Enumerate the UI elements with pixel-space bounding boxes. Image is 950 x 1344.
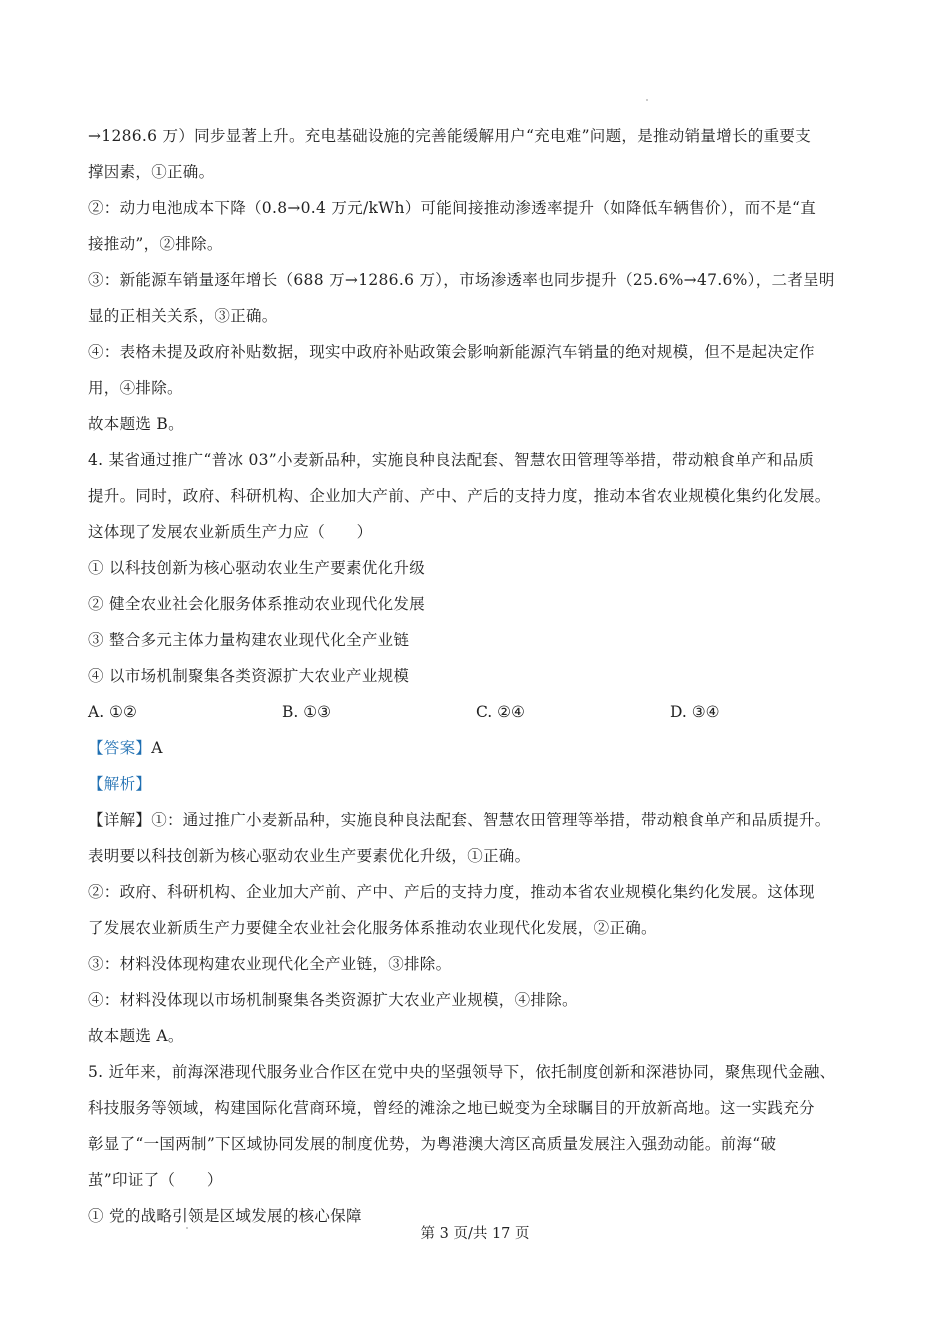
detail-line bbox=[88, 802, 868, 838]
text-line: ②：动力电池成本下降（0.8→0.4 万元/kWh）可能间接推动渗透率提升（如降低车辆售价），而不是“直 bbox=[88, 199, 817, 217]
statement-3: ③ 整合多元主体力量构建农业现代化全产业链 bbox=[88, 631, 410, 649]
text-line: 接推动”，②排除。 bbox=[88, 235, 223, 253]
question-stem-line: 这体现了发展农业新质生产力应（ ） bbox=[88, 523, 373, 541]
page-content bbox=[88, 118, 868, 1234]
conclusion-line: 故本题选 B。 bbox=[88, 415, 184, 433]
answer-value: A bbox=[151, 739, 163, 757]
question-stem-line: 科技服务等领域，构建国际化营商环境，曾经的滩涂之地已蜕变为全球瞩目的开放新高地。这一实践充分 bbox=[88, 1099, 815, 1117]
text-line: →1286.6 万）同步显著上升。充电基础设施的完善能缓解用户“充电难”问题，是推动销量增长的重要支 bbox=[88, 127, 811, 145]
text-line: ②：政府、科研机构、企业加大产前、产中、产后的支持力度，推动本省农业规模化集约化发展。这体现 bbox=[88, 883, 815, 901]
text-line: 撑因素，①正确。 bbox=[88, 163, 215, 181]
conclusion-line: 故本题选 A。 bbox=[88, 1027, 184, 1045]
text-line: 表明要以科技创新为核心驱动农业生产要素优化升级，①正确。 bbox=[88, 847, 531, 865]
analysis-line bbox=[88, 766, 868, 802]
page-footer: 第 3 页/共 17 页 bbox=[420, 1226, 530, 1242]
option-a: A. ①② bbox=[88, 703, 137, 721]
text-line: ④：表格未提及政府补贴数据，现实中政府补贴政策会影响新能源汽车销量的绝对规模，但不是起决定作 bbox=[88, 343, 815, 361]
statement-4: ④ 以市场机制聚集各类资源扩大农业产业规模 bbox=[88, 667, 410, 685]
answer-line bbox=[88, 730, 868, 766]
answer-options bbox=[88, 694, 868, 730]
prev-analysis bbox=[88, 118, 868, 442]
detail-tag: 【详解】 bbox=[88, 811, 152, 829]
text-line: 显的正相关关系，③正确。 bbox=[88, 307, 278, 325]
text-line: ③：材料没体现构建农业现代化全产业链，③排除。 bbox=[88, 955, 452, 973]
answer-tag: 【答案】 bbox=[88, 739, 152, 757]
option-c: C. ②④ bbox=[476, 703, 525, 721]
statement-1: ① 党的战略引领是区域发展的核心保障 bbox=[88, 1207, 362, 1225]
statement-1: ① 以科技创新为核心驱动农业生产要素优化升级 bbox=[88, 559, 426, 577]
scan-dot bbox=[646, 99, 648, 101]
text-line: 用，④排除。 bbox=[88, 379, 183, 397]
statement-2: ② 健全农业社会化服务体系推动农业现代化发展 bbox=[88, 595, 426, 613]
text-line: 了发展农业新质生产力要健全农业社会化服务体系推动农业现代化发展，②正确。 bbox=[88, 919, 657, 937]
question-stem-line: 提升。同时，政府、科研机构、企业加大产前、产中、产后的支持力度，推动本省农业规模化集约化发展。 bbox=[88, 487, 831, 505]
question-stem-line: 茧”印证了（ ） bbox=[88, 1171, 223, 1189]
text-line: ③：新能源车销量逐年增长（688 万→1286.6 万），市场渗透率也同步提升（25.6%→47.6%），二者呈明 bbox=[88, 271, 835, 289]
question-stem-line: 5. 近年来，前海深港现代服务业合作区在党中央的坚强领导下，依托制度创新和深港协同，聚焦现代金融、 bbox=[88, 1063, 836, 1081]
text-line: ④：材料没体现以市场机制聚集各类资源扩大农业产业规模，④排除。 bbox=[88, 991, 578, 1009]
option-b: B. ①③ bbox=[282, 703, 332, 721]
question-stem-line: 4. 某省通过推广“普冰 03”小麦新品种，实施良种良法配套、智慧农田管理等举措，带动粮食单产和品质 bbox=[88, 451, 815, 469]
question-5 bbox=[88, 1054, 868, 1234]
question-stem-line: 彰显了“一国两制”下区域协同发展的制度优势，为粤港澳大湾区高质量发展注入强劲动能。前海“破 bbox=[88, 1135, 777, 1153]
question-4 bbox=[88, 442, 868, 1054]
option-d: D. ③④ bbox=[670, 703, 720, 721]
analysis-tag: 【解析】 bbox=[88, 775, 152, 793]
detail-text: ①：通过推广小麦新品种，实施良种良法配套、智慧农田管理等举措，带动粮食单产和品质提升。 bbox=[151, 811, 831, 829]
